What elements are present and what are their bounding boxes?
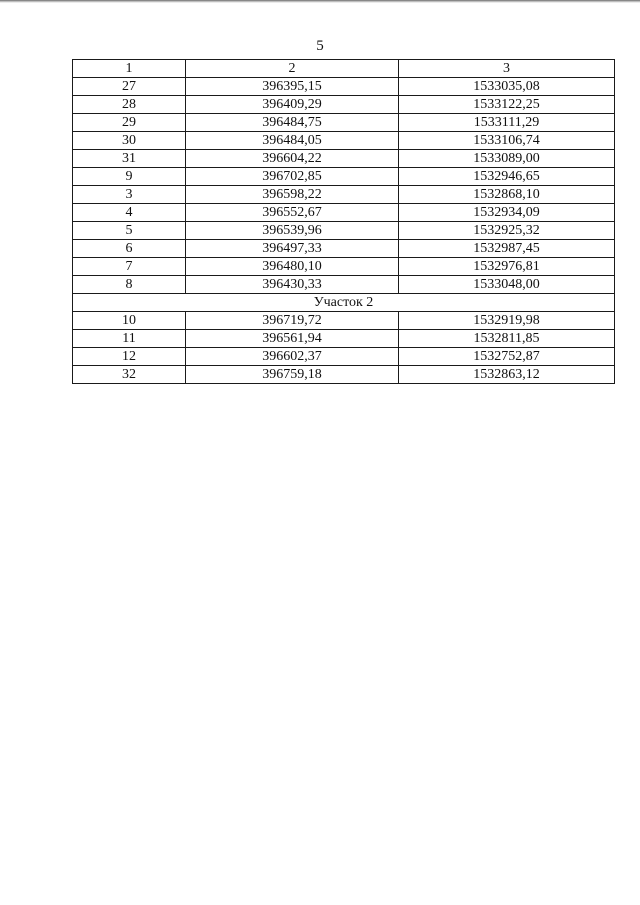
point-number-cell: 6 (73, 240, 186, 258)
scan-top-edge (0, 0, 640, 3)
x-coordinate-cell: 396539,96 (186, 222, 399, 240)
section-row (73, 294, 615, 312)
x-coordinate-cell: 396598,22 (186, 186, 399, 204)
x-coordinate-cell: 396484,05 (186, 132, 399, 150)
y-coordinate-cell: 1532752,87 (399, 348, 615, 366)
table-row (73, 204, 615, 222)
point-number-cell: 5 (73, 222, 186, 240)
x-coordinate-cell: 396702,85 (186, 168, 399, 186)
y-coordinate-cell: 1533089,00 (399, 150, 615, 168)
y-coordinate-cell: 1532811,85 (399, 330, 615, 348)
table-row (73, 348, 615, 366)
point-number-cell: 28 (73, 96, 186, 114)
point-number-cell: 29 (73, 114, 186, 132)
x-coordinate-cell: 396561,94 (186, 330, 399, 348)
y-coordinate-cell: 1533048,00 (399, 276, 615, 294)
table-row (73, 276, 615, 294)
point-number-cell: 12 (73, 348, 186, 366)
table-row (73, 96, 615, 114)
table-row (73, 240, 615, 258)
y-coordinate-cell: 1533035,08 (399, 78, 615, 96)
table-row (73, 150, 615, 168)
y-coordinate-cell: 1532934,09 (399, 204, 615, 222)
point-number-cell: 31 (73, 150, 186, 168)
x-coordinate-cell: 396409,29 (186, 96, 399, 114)
x-coordinate-cell: 396719,72 (186, 312, 399, 330)
y-coordinate-cell: 1532863,12 (399, 366, 615, 384)
x-coordinate-cell: 396430,33 (186, 276, 399, 294)
page-number: 5 (316, 38, 324, 54)
table-row (73, 258, 615, 276)
point-number-cell: 9 (73, 168, 186, 186)
table-row (73, 366, 615, 384)
point-number-cell: 30 (73, 132, 186, 150)
x-coordinate-cell: 396602,37 (186, 348, 399, 366)
point-number-cell: 11 (73, 330, 186, 348)
table-header-row (73, 60, 615, 78)
x-coordinate-cell: 396480,10 (186, 258, 399, 276)
y-coordinate-cell: 1532919,98 (399, 312, 615, 330)
point-number-cell: 32 (73, 366, 186, 384)
y-coordinate-cell: 1533122,25 (399, 96, 615, 114)
point-number-cell: 4 (73, 204, 186, 222)
header-cell-1: 1 (73, 60, 186, 78)
y-coordinate-cell: 1532946,65 (399, 168, 615, 186)
y-coordinate-cell: 1532976,81 (399, 258, 615, 276)
section-title: Участок 2 (73, 294, 615, 312)
table-row (73, 114, 615, 132)
x-coordinate-cell: 396395,15 (186, 78, 399, 96)
coordinates-table (72, 59, 615, 384)
point-number-cell: 3 (73, 186, 186, 204)
x-coordinate-cell: 396604,22 (186, 150, 399, 168)
y-coordinate-cell: 1532987,45 (399, 240, 615, 258)
table-row (73, 168, 615, 186)
point-number-cell: 8 (73, 276, 186, 294)
x-coordinate-cell: 396552,67 (186, 204, 399, 222)
table-row (73, 330, 615, 348)
point-number-cell: 7 (73, 258, 186, 276)
table-row (73, 186, 615, 204)
coordinates-table-body (73, 60, 615, 384)
x-coordinate-cell: 396497,33 (186, 240, 399, 258)
point-number-cell: 27 (73, 78, 186, 96)
y-coordinate-cell: 1533106,74 (399, 132, 615, 150)
header-cell-2: 2 (186, 60, 399, 78)
y-coordinate-cell: 1532868,10 (399, 186, 615, 204)
point-number-cell: 10 (73, 312, 186, 330)
table-row (73, 222, 615, 240)
y-coordinate-cell: 1532925,32 (399, 222, 615, 240)
header-cell-3: 3 (399, 60, 615, 78)
x-coordinate-cell: 396759,18 (186, 366, 399, 384)
table-row (73, 132, 615, 150)
table-row (73, 78, 615, 96)
table-row (73, 312, 615, 330)
y-coordinate-cell: 1533111,29 (399, 114, 615, 132)
x-coordinate-cell: 396484,75 (186, 114, 399, 132)
